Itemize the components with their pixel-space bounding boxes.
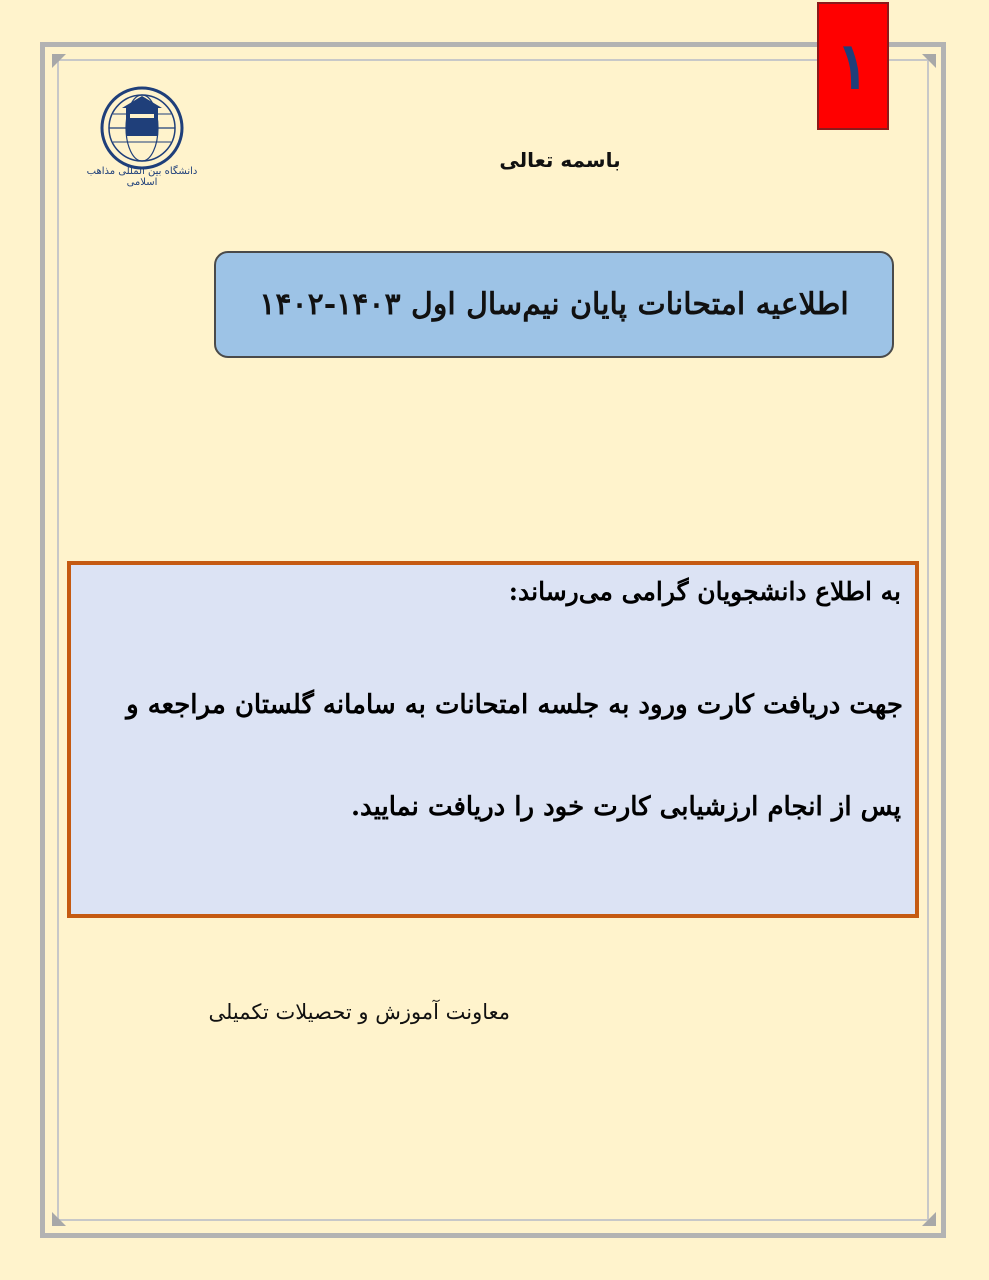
border-corner-ornament: [52, 54, 66, 68]
notice-greeting: به اطلاع دانشجویان گرامی می‌رساند:: [508, 577, 901, 606]
border-corner-ornament: [52, 1212, 66, 1226]
notice-box: [67, 561, 919, 918]
signature: معاونت آموزش و تحصیلات تکمیلی: [208, 1000, 510, 1024]
logo-caption: دانشگاه بین المللی مذاهب اسلامی: [86, 166, 198, 188]
border-corner-ornament: [922, 1212, 936, 1226]
page-number-badge: ۱: [817, 2, 889, 130]
notice-line: جهت دریافت کارت ورود به جلسه امتحانات به سامانه گلستان مراجعه و: [126, 690, 903, 720]
notice-line: پس از انجام ارزشیابی کارت خود را دریافت نمایید.: [350, 792, 901, 822]
announcement-title-box: [214, 251, 894, 358]
border-corner-ornament: [922, 54, 936, 68]
invocation-heading: باسمه تعالی: [499, 148, 621, 172]
announcement-title: اطلاعیه امتحانات پایان نیم‌سال اول ۱۴۰۳-۱۴۰۲: [259, 287, 849, 322]
